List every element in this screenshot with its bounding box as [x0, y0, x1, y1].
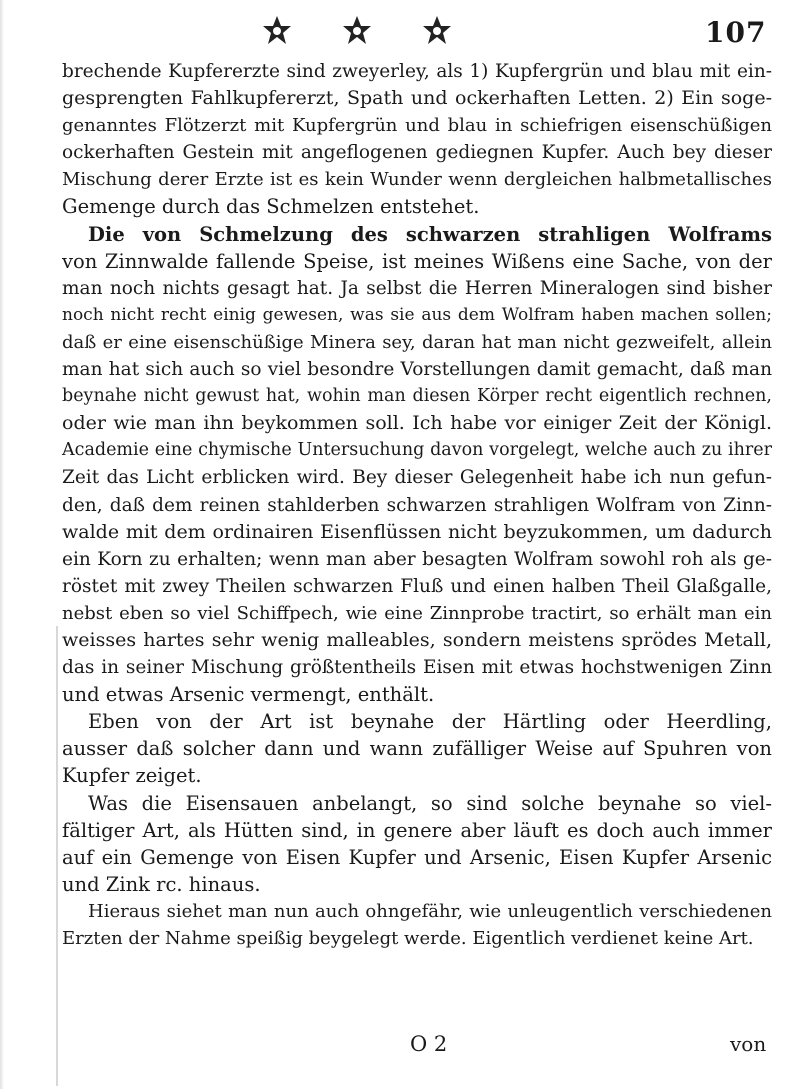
text-line: Eben von der Art ist beynahe der Härtling oder Heerdling, [88, 710, 772, 734]
text-line: man hat sich auch so viel besondre Vorstellungen damit gemacht, daß man [62, 359, 772, 381]
text-line: ockerhaften Gestein mit angeflogenen gediegnen Kupfer. Auch bey dieser [62, 142, 772, 164]
fleuron-icon [260, 14, 294, 48]
text-line: genanntes Flötzerzt mit Kupfergrün und blau in schiefrigen eisenschüßigen [62, 115, 772, 137]
text-line: weisses hartes sehr wenig malleables, sondern meistens sprödes Metall, [62, 628, 772, 651]
text-line: fältiger Art, als Hütten sind, in genere aber läuft es doch auch immer [62, 818, 772, 842]
text-line: Mischung derer Erzte ist es kein Wunder wenn dergleichen halbmetallisches [62, 169, 772, 191]
page-number: 107 [705, 16, 767, 49]
text-line: ausser daß solcher dann und wann zufälliger Weise auf Spuhren von [62, 737, 772, 761]
text-line: Hieraus siehet man nun auch ohngefähr, wie unleugentlich verschiedenen [88, 900, 772, 922]
text-line: man noch nichts gesagt hat. Ja selbst die Herren Mineralogen sind bisher [62, 277, 772, 299]
text-line: walde mit dem ordinairen Eisenflüssen nicht beyzukommen, um dadurch [62, 520, 772, 543]
fleuron-icon [420, 14, 454, 48]
text-line: noch nicht recht einig gewesen, was sie aus dem Wolfram haben machen sollen; [62, 304, 772, 325]
text-line: Kupfer zeiget. [62, 764, 202, 788]
text-line: daß er eine eisenschüßige Minera sey, daran hat man nicht gezweifelt, allein [62, 331, 772, 353]
body-text [62, 58, 772, 952]
text-line: ein Korn zu erhalten; wenn man aber besagten Wolfram sowohl roh als ge- [62, 548, 772, 570]
text-line: gesprengten Fahlkupfererzt, Spath und ockerhaften Letten. 2) Ein soge- [62, 87, 772, 110]
page-footer [0, 1032, 800, 1062]
text-line: auf ein Gemenge von Eisen Kupfer und Arsenic, Eisen Kupfer Arsenic [62, 845, 772, 869]
fleuron-icon [340, 14, 374, 48]
text-line: Erzten der Nahme speißig beygelegt werde. Eigentlich verdienet keine Art. [62, 928, 754, 949]
text-line: röstet mit zwey Theilen schwarzen Fluß und einen halben Theil Glaßgalle, [62, 575, 772, 597]
page-header [0, 14, 800, 54]
text-line: Was die Eisensauen anbelangt, so sind solche beynahe so viel- [88, 791, 772, 815]
text-line: und etwas Arsenic vermengt, enthält. [62, 683, 435, 707]
text-line: nebst eben so viel Schiffpech, wie eine Zinnprobe tractirt, so erhält man ein [62, 602, 772, 624]
margin-rule [56, 626, 58, 1086]
text-line: Zeit das Licht erblicken wird. Bey dieser Gelegenheit habe ich nun gefun- [62, 467, 772, 489]
text-line: brechende Kupfererzte sind zweyerley, als 1) Kupfergrün und blau mit ein- [62, 61, 772, 82]
text-line-heading: Die von Schmelzung des schwarzen strahligen Wolframs [88, 222, 772, 246]
text-line: von Zinnwalde fallende Speise, ist meines Wißens eine Sache, von der [62, 249, 772, 273]
text-line: das in seiner Mischung größtentheils Eisen mit etwas hochstwenigen Zinn [62, 657, 772, 679]
page-edge-shadow [0, 0, 4, 1089]
text-line: Gemenge durch das Schmelzen entstehet. [62, 195, 480, 219]
text-line: Academie eine chymische Untersuchung davon vorgelegt, welche auch zu ihrer [62, 440, 772, 461]
text-line: und Zink rc. hinaus. [62, 872, 261, 896]
catchword: von [730, 1032, 767, 1056]
text-line: den, daß dem reinen stahlderben schwarzen strahligen Wolfram von Zinn- [62, 494, 772, 516]
text-line: oder wie man ihn beykommen soll. Ich habe vor einiger Zeit der Königl. [62, 412, 772, 435]
text-line: beynahe nicht gewust hat, wohin man diesen Körper recht eigentlich rechnen, [62, 386, 772, 407]
signature-mark: O 2 [410, 1032, 448, 1056]
